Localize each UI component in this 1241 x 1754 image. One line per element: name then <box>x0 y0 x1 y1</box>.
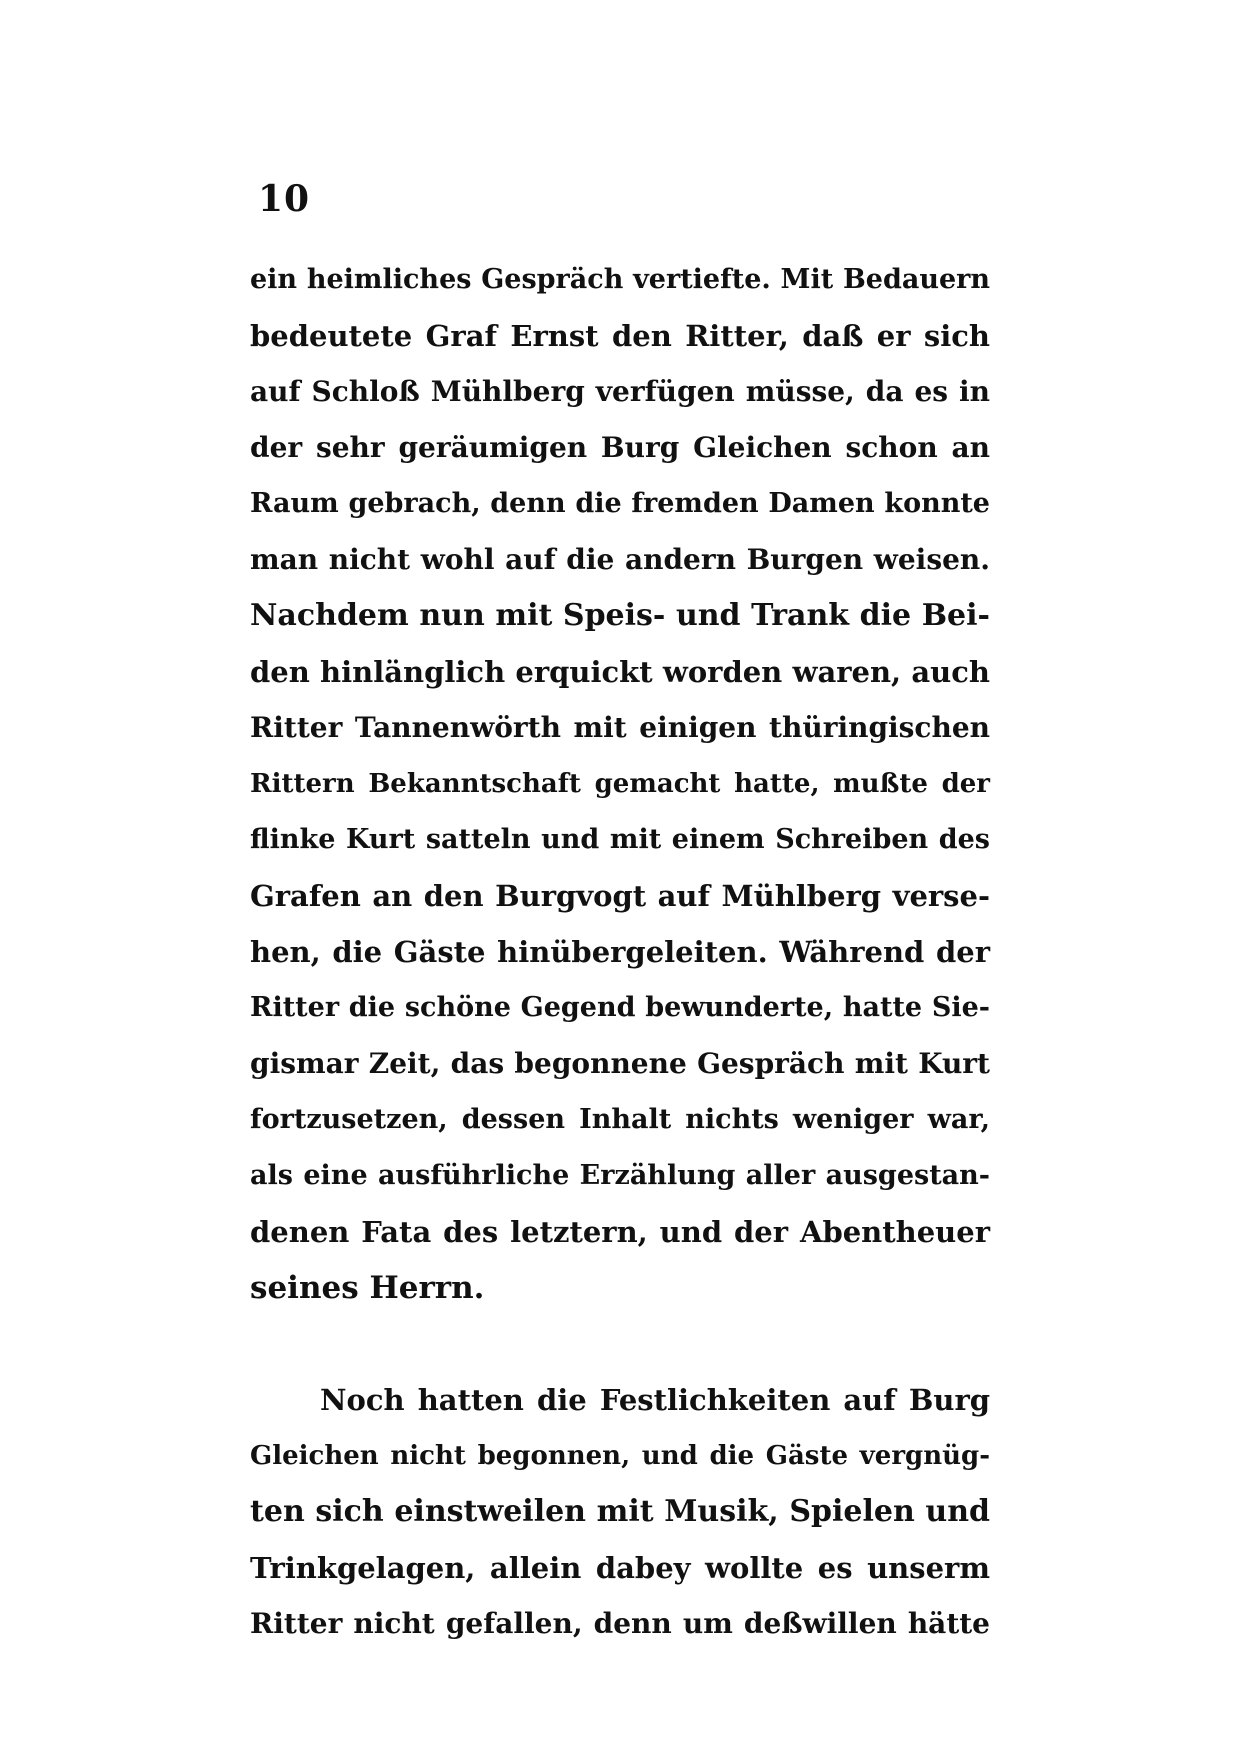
text-line: Ritter die schöne Gegend bewunderte, hatte Sie- <box>250 992 990 1023</box>
text-line: denen Fata des letztern, und der Abentheuer <box>250 1215 990 1249</box>
body-text <box>250 252 990 1652</box>
text-line: den hinlänglich erquickt worden waren, auch <box>250 655 990 689</box>
page-number: 10 <box>258 178 311 220</box>
text-line: flinke Kurt satteln und mit einem Schreiben des <box>250 824 990 855</box>
paragraph-1 <box>250 252 990 1316</box>
text-line: ten sich einstweilen mit Musik, Spielen und <box>250 1494 990 1529</box>
text-line: als eine ausführliche Erzählung aller ausgestan- <box>250 1160 990 1191</box>
text-line: Ritter nicht gefallen, denn um deßwillen hätte <box>250 1607 990 1640</box>
text-line: Grafen an den Burgvogt auf Mühlberg verse- <box>250 879 990 913</box>
text-line: man nicht wohl auf die andern Burgen weisen. <box>250 543 990 576</box>
text-line: ein heimliches Gespräch vertiefte. Mit Bedauern <box>250 264 990 295</box>
text-line: bedeutete Graf Ernst den Ritter, daß er sich <box>250 319 990 353</box>
text-line: fortzusetzen, dessen Inhalt nichts weniger war, <box>250 1104 990 1135</box>
text-line: Trinkgelagen, allein dabey wollte es unserm <box>250 1551 990 1585</box>
text-line: Nachdem nun mit Speis- und Trank die Bei- <box>250 598 990 633</box>
paragraph-gap <box>250 1316 990 1372</box>
text-line: Gleichen nicht begonnen, und die Gäste vergnüg- <box>250 1441 990 1471</box>
text-line: der sehr geräumigen Burg Gleichen schon an <box>250 431 990 464</box>
text-line: gismar Zeit, das begonnene Gespräch mit Kurt <box>250 1047 990 1080</box>
text-line: Rittern Bekanntschaft gemacht hatte, mußte der <box>250 769 990 799</box>
text-line: Noch hatten die Festlichkeiten auf Burg <box>320 1383 990 1417</box>
text-line: Ritter Tannenwörth mit einigen thüringischen <box>250 711 990 744</box>
text-line: seines Herrn. <box>250 1270 485 1306</box>
text-line: Raum gebrach, denn die fremden Damen konnte <box>250 488 990 519</box>
text-line: hen, die Gäste hinübergeleiten. Während der <box>250 935 990 969</box>
paragraph-2 <box>250 1372 990 1652</box>
text-line: auf Schloß Mühlberg verfügen müsse, da es in <box>250 375 990 408</box>
